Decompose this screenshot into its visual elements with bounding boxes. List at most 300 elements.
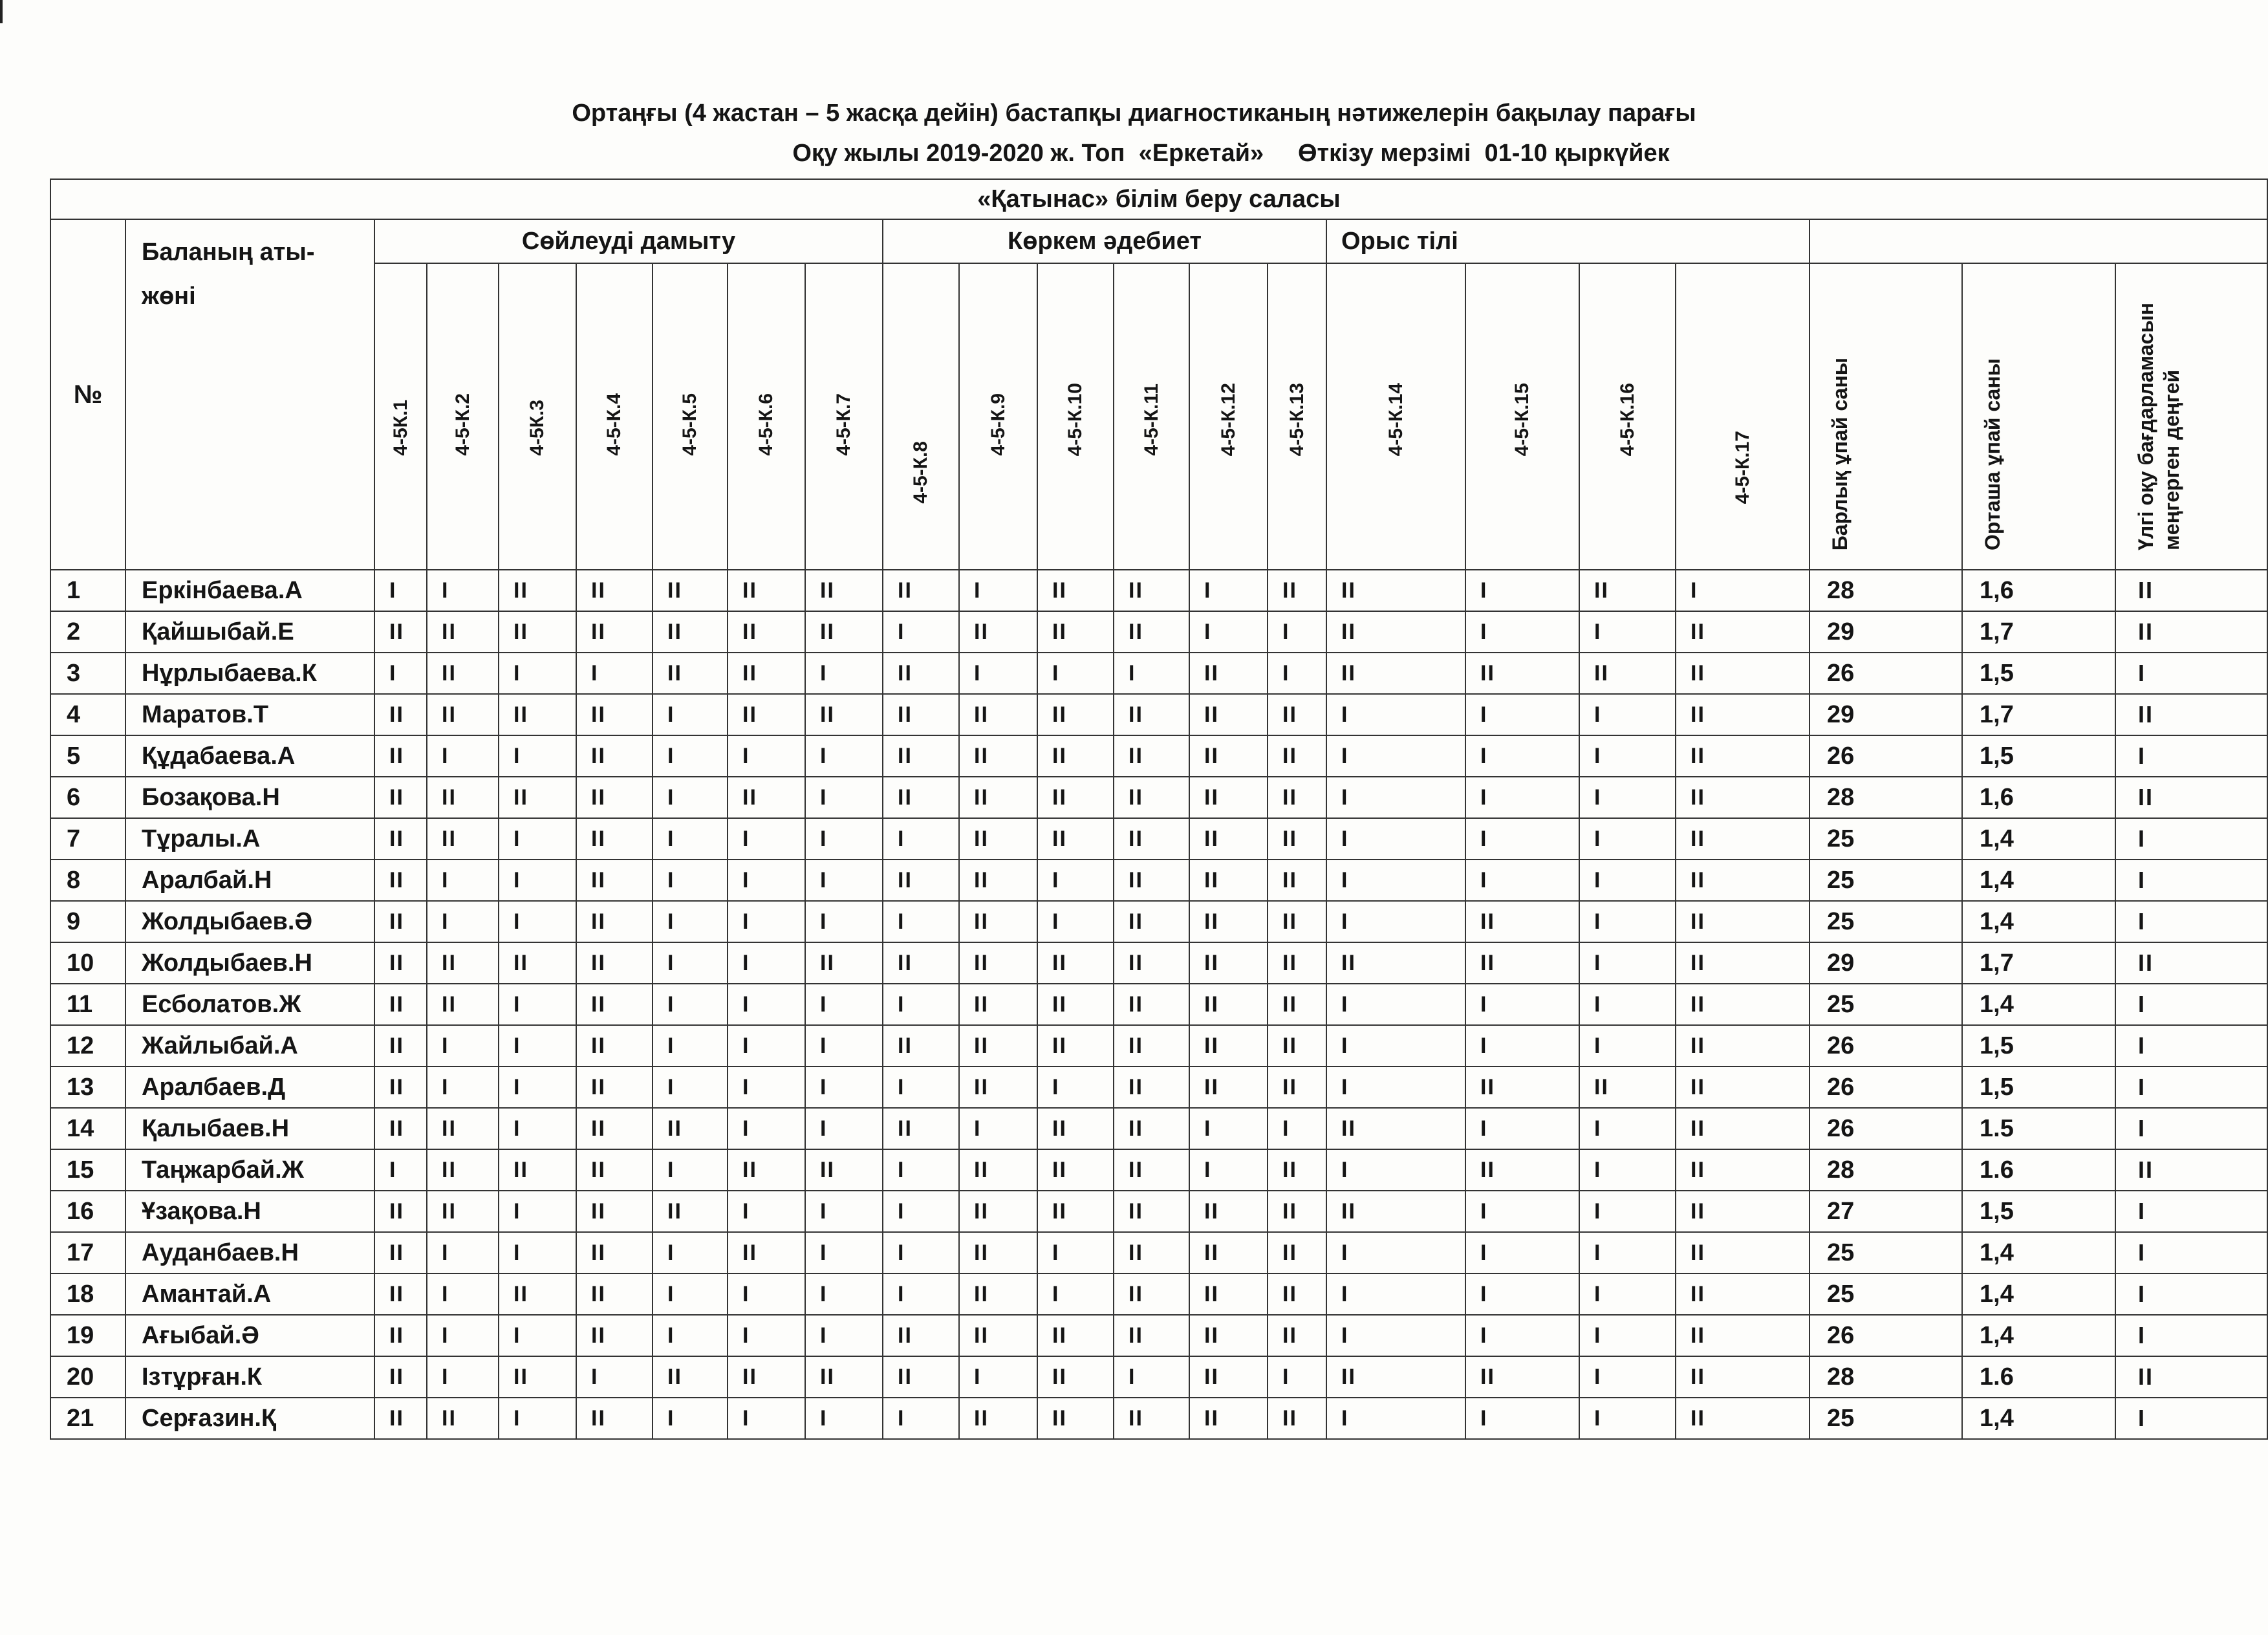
table-row — [50, 942, 2267, 984]
score-cell: II — [959, 611, 1037, 653]
score-cell: II — [1676, 818, 1809, 860]
score-cell: I — [653, 860, 728, 901]
row-number: 21 — [50, 1398, 125, 1439]
score-cell: II — [1189, 1191, 1268, 1232]
score-cell: I — [1326, 1315, 1465, 1356]
score-cell: II — [1268, 570, 1326, 611]
score-cell: II — [576, 942, 653, 984]
score-cell: I — [1326, 818, 1465, 860]
table-row — [50, 1191, 2267, 1232]
score-cell: II — [499, 570, 576, 611]
level-header-line-1: Үлгі оқу бағдарламасын — [2134, 303, 2157, 550]
score-cell: II — [1189, 860, 1268, 901]
average-score: 1,4 — [1962, 984, 2115, 1025]
table-row — [50, 1315, 2267, 1356]
score-cell: I — [1268, 653, 1326, 694]
criterion-code-header: 4-5-К.5 — [653, 263, 728, 570]
score-cell: II — [959, 1232, 1037, 1273]
score-cell: I — [499, 984, 576, 1025]
score-cell: II — [1189, 1067, 1268, 1108]
score-cell: II — [427, 818, 499, 860]
score-cell: I — [1465, 777, 1579, 818]
total-score: 25 — [1809, 818, 1962, 860]
score-cell: II — [1268, 984, 1326, 1025]
child-name: Жолдыбаев.Ә — [125, 901, 374, 942]
criterion-code-header: 4-5-К.11 — [1114, 263, 1189, 570]
score-cell: I — [1579, 694, 1676, 735]
score-cell: II — [1189, 818, 1268, 860]
score-cell: I — [728, 1191, 805, 1232]
score-cell: I — [1326, 735, 1465, 777]
score-cell: II — [1114, 942, 1189, 984]
score-cell: II — [1465, 901, 1579, 942]
score-cell: II — [1114, 1108, 1189, 1149]
score-cell: I — [1037, 860, 1114, 901]
score-cell: I — [1579, 901, 1676, 942]
average-score: 1,5 — [1962, 653, 2115, 694]
score-cell: II — [1676, 860, 1809, 901]
score-cell: II — [427, 984, 499, 1025]
score-cell: I — [805, 1232, 883, 1273]
child-name: Қалыбаев.Н — [125, 1108, 374, 1149]
group-russian-language: Орыс тілі — [1326, 219, 1809, 263]
score-cell: II — [1676, 1191, 1809, 1232]
table-row — [50, 777, 2267, 818]
row-number: 13 — [50, 1067, 125, 1108]
score-cell: I — [805, 1108, 883, 1149]
score-cell: I — [499, 1067, 576, 1108]
score-cell: II — [883, 694, 959, 735]
score-cell: II — [653, 1191, 728, 1232]
score-cell: I — [805, 1315, 883, 1356]
row-number: 14 — [50, 1108, 125, 1149]
score-cell: II — [728, 1356, 805, 1398]
table-row — [50, 818, 2267, 860]
score-cell: I — [1579, 1232, 1676, 1273]
score-cell: II — [1268, 860, 1326, 901]
score-cell: I — [1579, 1149, 1676, 1191]
score-cell: I — [883, 984, 959, 1025]
score-cell: I — [1037, 901, 1114, 942]
criterion-code-header: 4-5-К.15 — [1465, 263, 1579, 570]
table-row — [50, 1025, 2267, 1067]
score-cell: I — [1268, 1356, 1326, 1398]
child-name: Таңжарбай.Ж — [125, 1149, 374, 1191]
row-number: 7 — [50, 818, 125, 860]
score-cell: II — [1037, 1356, 1114, 1398]
score-cell: II — [959, 1315, 1037, 1356]
score-cell: I — [883, 1067, 959, 1108]
total-score: 29 — [1809, 942, 1962, 984]
average-score-header: Орташа ұпай саны — [1962, 263, 2115, 570]
score-cell: II — [805, 942, 883, 984]
score-cell: II — [576, 1108, 653, 1149]
score-cell: II — [576, 1191, 653, 1232]
score-cell: II — [576, 1067, 653, 1108]
average-score: 1,5 — [1962, 1067, 2115, 1108]
score-cell: I — [499, 1232, 576, 1273]
score-cell: I — [805, 901, 883, 942]
score-cell: II — [499, 1356, 576, 1398]
score-cell: I — [1114, 1356, 1189, 1398]
score-cell: II — [1037, 984, 1114, 1025]
score-cell: II — [883, 1356, 959, 1398]
average-score: 1,5 — [1962, 1025, 2115, 1067]
score-cell: I — [805, 818, 883, 860]
score-cell: II — [374, 1356, 427, 1398]
score-cell: I — [427, 735, 499, 777]
score-cell: I — [1326, 1067, 1465, 1108]
score-cell: II — [1114, 1315, 1189, 1356]
score-cell: I — [1326, 984, 1465, 1025]
score-cell: II — [374, 942, 427, 984]
score-cell: I — [883, 1149, 959, 1191]
score-cell: II — [576, 1273, 653, 1315]
score-cell: II — [883, 1108, 959, 1149]
score-cell: I — [1465, 1025, 1579, 1067]
score-cell: II — [1326, 1356, 1465, 1398]
score-cell: II — [1268, 942, 1326, 984]
score-cell: II — [1676, 694, 1809, 735]
score-cell: II — [1676, 653, 1809, 694]
score-cell: II — [1037, 735, 1114, 777]
score-cell: I — [728, 901, 805, 942]
score-cell: I — [1676, 570, 1809, 611]
score-cell: II — [499, 611, 576, 653]
average-score: 1,4 — [1962, 860, 2115, 901]
score-cell: II — [1465, 653, 1579, 694]
score-cell: II — [1579, 570, 1676, 611]
score-cell: II — [805, 611, 883, 653]
score-cell: I — [1465, 611, 1579, 653]
score-cell: II — [576, 694, 653, 735]
score-cell: I — [499, 653, 576, 694]
score-cell: II — [1114, 1025, 1189, 1067]
score-cell: I — [427, 1025, 499, 1067]
score-cell: I — [959, 1356, 1037, 1398]
total-score: 26 — [1809, 653, 1962, 694]
mastery-level: I — [2115, 1398, 2267, 1439]
score-cell: I — [653, 735, 728, 777]
score-cell: I — [805, 777, 883, 818]
score-cell: I — [1114, 653, 1189, 694]
mastery-level: I — [2115, 1067, 2267, 1108]
score-cell: I — [653, 901, 728, 942]
criterion-code-header: 4-5-К.2 — [427, 263, 499, 570]
score-cell: II — [1676, 901, 1809, 942]
score-cell: I — [1465, 1232, 1579, 1273]
total-score: 26 — [1809, 1067, 1962, 1108]
score-cell: I — [1326, 1025, 1465, 1067]
score-cell: II — [728, 1149, 805, 1191]
score-cell: I — [499, 1108, 576, 1149]
row-number: 12 — [50, 1025, 125, 1067]
score-cell: II — [374, 901, 427, 942]
score-cell: I — [499, 1025, 576, 1067]
score-cell: I — [1326, 1149, 1465, 1191]
score-cell: II — [959, 818, 1037, 860]
score-cell: II — [374, 735, 427, 777]
score-cell: I — [653, 1398, 728, 1439]
score-cell: I — [1465, 1191, 1579, 1232]
row-number: 15 — [50, 1149, 125, 1191]
score-cell: II — [427, 694, 499, 735]
score-cell: II — [1037, 1191, 1114, 1232]
score-cell: I — [653, 1149, 728, 1191]
score-cell: I — [805, 653, 883, 694]
average-score: 1,4 — [1962, 1315, 2115, 1356]
score-cell: I — [427, 1232, 499, 1273]
score-cell: I — [576, 653, 653, 694]
score-cell: II — [427, 1149, 499, 1191]
score-cell: I — [653, 1067, 728, 1108]
score-cell: II — [1676, 1025, 1809, 1067]
average-score: 1,7 — [1962, 942, 2115, 984]
score-cell: I — [1189, 1149, 1268, 1191]
score-cell: I — [499, 1398, 576, 1439]
score-cell: I — [653, 1273, 728, 1315]
score-cell: I — [1465, 860, 1579, 901]
average-score: 1,4 — [1962, 1398, 2115, 1439]
total-score: 28 — [1809, 570, 1962, 611]
score-cell: II — [1114, 570, 1189, 611]
score-cell: I — [728, 1398, 805, 1439]
score-cell: I — [1326, 1232, 1465, 1273]
score-cell: II — [1579, 653, 1676, 694]
score-cell: I — [1579, 1398, 1676, 1439]
score-cell: I — [1465, 735, 1579, 777]
score-cell: II — [805, 1149, 883, 1191]
total-score: 25 — [1809, 1232, 1962, 1273]
mastery-level: II — [2115, 1356, 2267, 1398]
score-cell: II — [728, 1232, 805, 1273]
score-cell: I — [1268, 611, 1326, 653]
score-cell: II — [1037, 1025, 1114, 1067]
score-cell: I — [1579, 984, 1676, 1025]
table-row — [50, 694, 2267, 735]
score-cell: I — [427, 570, 499, 611]
score-cell: II — [576, 611, 653, 653]
score-cell: I — [427, 1273, 499, 1315]
score-cell: II — [1114, 694, 1189, 735]
document-subtitle — [0, 137, 2268, 169]
score-cell: II — [1676, 1273, 1809, 1315]
score-cell: II — [1676, 1315, 1809, 1356]
score-cell: II — [1268, 735, 1326, 777]
score-cell: I — [1579, 1191, 1676, 1232]
criterion-code-header: 4-5-К.4 — [576, 263, 653, 570]
total-score: 28 — [1809, 777, 1962, 818]
score-cell: I — [883, 1273, 959, 1315]
education-area-header: «Қатынас» білім беру саласы — [50, 179, 2267, 219]
score-cell: I — [728, 1273, 805, 1315]
score-cell: II — [1114, 611, 1189, 653]
score-cell: II — [499, 1273, 576, 1315]
mastery-level: I — [2115, 901, 2267, 942]
table-row — [50, 1149, 2267, 1191]
average-score: 1,7 — [1962, 611, 2115, 653]
mastery-level: II — [2115, 611, 2267, 653]
score-cell: II — [1037, 694, 1114, 735]
average-score: 1,5 — [1962, 1191, 2115, 1232]
score-cell: I — [1037, 1232, 1114, 1273]
child-name: Қайшыбай.Е — [125, 611, 374, 653]
score-cell: II — [499, 777, 576, 818]
score-cell: I — [1465, 818, 1579, 860]
score-cell: II — [1189, 694, 1268, 735]
score-cell: II — [1189, 984, 1268, 1025]
table-row — [50, 1108, 2267, 1149]
criterion-code-header: 4-5К.3 — [499, 263, 576, 570]
score-cell: I — [883, 1398, 959, 1439]
table-row — [50, 984, 2267, 1025]
score-cell: I — [1579, 611, 1676, 653]
score-cell: II — [1189, 653, 1268, 694]
total-score-header: Барлық ұпай саны — [1809, 263, 1962, 570]
score-cell: II — [883, 570, 959, 611]
score-cell: I — [728, 1067, 805, 1108]
score-cell: II — [1268, 1025, 1326, 1067]
score-cell: I — [728, 735, 805, 777]
score-cell: I — [427, 1315, 499, 1356]
score-cell: I — [1579, 818, 1676, 860]
score-cell: II — [1268, 694, 1326, 735]
score-cell: I — [805, 1398, 883, 1439]
score-cell: I — [728, 818, 805, 860]
score-cell: II — [576, 1149, 653, 1191]
score-cell: I — [427, 1356, 499, 1398]
score-cell: II — [576, 777, 653, 818]
score-cell: II — [959, 1398, 1037, 1439]
row-number: 2 — [50, 611, 125, 653]
child-name: Аралбай.Н — [125, 860, 374, 901]
row-number: 5 — [50, 735, 125, 777]
score-cell: II — [374, 860, 427, 901]
row-number: 19 — [50, 1315, 125, 1356]
row-number: 3 — [50, 653, 125, 694]
score-cell: II — [499, 694, 576, 735]
score-cell: II — [1114, 1232, 1189, 1273]
score-cell: II — [959, 777, 1037, 818]
score-cell: II — [374, 1191, 427, 1232]
score-cell: II — [1189, 1232, 1268, 1273]
score-cell: II — [728, 777, 805, 818]
score-cell: I — [374, 653, 427, 694]
score-cell: II — [1326, 611, 1465, 653]
row-number: 10 — [50, 942, 125, 984]
score-cell: II — [1326, 653, 1465, 694]
child-name: Бозақова.Н — [125, 777, 374, 818]
score-cell: II — [576, 1398, 653, 1439]
score-cell: I — [653, 1232, 728, 1273]
score-cell: I — [728, 1025, 805, 1067]
score-cell: II — [576, 570, 653, 611]
score-cell: II — [374, 1398, 427, 1439]
level-header-line-2: меңгерген деңгей — [2160, 369, 2183, 550]
score-cell: II — [1189, 1356, 1268, 1398]
score-cell: II — [1268, 818, 1326, 860]
score-cell: II — [1037, 777, 1114, 818]
total-score: 25 — [1809, 1273, 1962, 1315]
score-cell: I — [1189, 611, 1268, 653]
score-cell: II — [1114, 860, 1189, 901]
score-cell: II — [576, 818, 653, 860]
child-name: Маратов.Т — [125, 694, 374, 735]
table-row — [50, 1067, 2267, 1108]
score-cell: II — [728, 611, 805, 653]
mastery-level: I — [2115, 1108, 2267, 1149]
score-cell: II — [1465, 1356, 1579, 1398]
score-cell: I — [1465, 1315, 1579, 1356]
score-cell: I — [576, 1356, 653, 1398]
score-cell: I — [1579, 860, 1676, 901]
child-name: Ізтұрған.К — [125, 1356, 374, 1398]
child-name: Амантай.А — [125, 1273, 374, 1315]
score-cell: II — [1268, 1315, 1326, 1356]
mastery-level: II — [2115, 570, 2267, 611]
score-cell: II — [653, 1108, 728, 1149]
mastery-level: II — [2115, 777, 2267, 818]
score-cell: I — [883, 611, 959, 653]
mastery-level: I — [2115, 653, 2267, 694]
score-cell: I — [883, 818, 959, 860]
total-score: 26 — [1809, 1025, 1962, 1067]
total-score: 28 — [1809, 1149, 1962, 1191]
table-row — [50, 1232, 2267, 1273]
score-cell: II — [653, 653, 728, 694]
score-cell: I — [1326, 1398, 1465, 1439]
criterion-code-header: 4-5-К.7 — [805, 263, 883, 570]
table-row — [50, 570, 2267, 611]
score-cell: I — [1326, 860, 1465, 901]
score-cell: II — [499, 942, 576, 984]
score-cell: II — [374, 1067, 427, 1108]
score-cell: II — [883, 860, 959, 901]
score-cell: II — [959, 860, 1037, 901]
score-cell: I — [653, 777, 728, 818]
score-cell: II — [1268, 1273, 1326, 1315]
score-cell: II — [959, 1149, 1037, 1191]
mastery-level: I — [2115, 984, 2267, 1025]
score-cell: I — [1579, 777, 1676, 818]
total-score: 26 — [1809, 735, 1962, 777]
score-cell: II — [1114, 1149, 1189, 1191]
score-cell: II — [1268, 1398, 1326, 1439]
score-cell: II — [1114, 735, 1189, 777]
score-cell: II — [959, 1191, 1037, 1232]
score-cell: II — [427, 1191, 499, 1232]
score-cell: I — [1268, 1108, 1326, 1149]
score-cell: II — [1268, 1232, 1326, 1273]
total-score: 25 — [1809, 984, 1962, 1025]
score-cell: II — [1676, 1232, 1809, 1273]
total-score: 29 — [1809, 611, 1962, 653]
score-cell: II — [374, 694, 427, 735]
score-cell: I — [374, 1149, 427, 1191]
row-number: 6 — [50, 777, 125, 818]
total-score: 28 — [1809, 1356, 1962, 1398]
mastery-level: II — [2115, 694, 2267, 735]
score-cell: II — [1268, 777, 1326, 818]
score-cell: I — [883, 1232, 959, 1273]
child-name: Есболатов.Ж — [125, 984, 374, 1025]
score-cell: I — [728, 942, 805, 984]
child-name: Нұрлыбаева.К — [125, 653, 374, 694]
table-row — [50, 735, 2267, 777]
score-cell: I — [1465, 1398, 1579, 1439]
child-name: Құдабаева.А — [125, 735, 374, 777]
score-cell: I — [728, 984, 805, 1025]
